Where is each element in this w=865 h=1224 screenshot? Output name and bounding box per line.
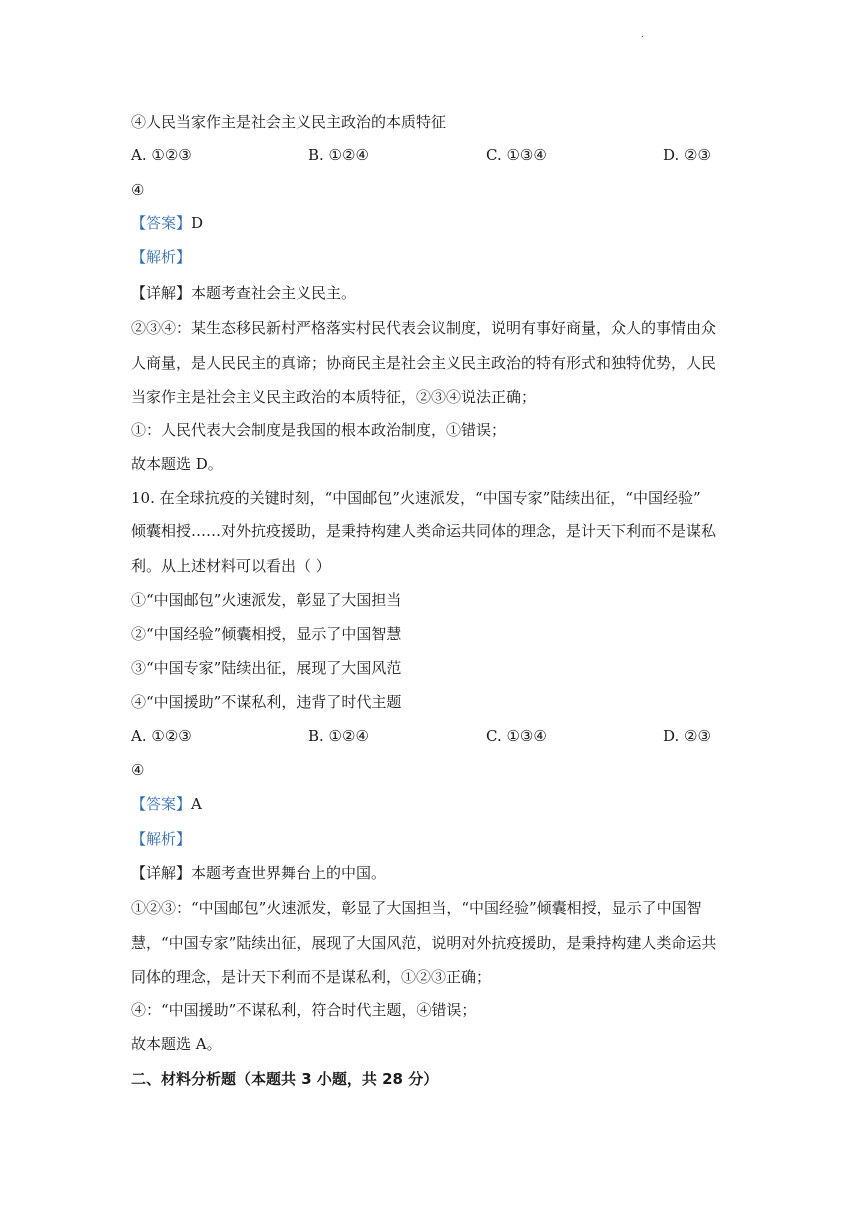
q10-option-d: D. ②③ — [663, 727, 711, 745]
q10-stem-line-3: 利。从上述材料可以看出（ ） — [131, 557, 331, 575]
q10-explanation-line-3: 同体的理念，是计天下利而不是谋私利，①②③正确； — [131, 968, 492, 986]
q9-answer-value: D — [191, 214, 204, 232]
q9-options — [131, 145, 736, 165]
q10-answer — [131, 794, 736, 814]
q10-option-c: C. ①③④ — [486, 727, 547, 745]
q10-statement-4: ④“中国援助”不谋私利，违背了时代主题 — [131, 693, 402, 711]
q9-analysis-tag: 【解析】 — [131, 248, 192, 266]
q10-statement-2: ②“中国经验”倾囊相授，显示了中国智慧 — [131, 625, 402, 643]
q10-explanation-line-1: ①②③：“中国邮包”火速派发，彰显了大国担当，“中国经验”倾囊相授，显示了中国智 — [131, 899, 702, 917]
q9-answer-tag: 【答案】 — [131, 214, 192, 232]
q10-answer-value: A — [191, 795, 202, 813]
section-2-heading: 二、材料分析题（本题共 3 小题，共 28 分） — [131, 1070, 439, 1088]
q10-analysis-tag: 【解析】 — [131, 830, 192, 848]
q10-option-d-wrap: ④ — [131, 761, 145, 779]
q10-statement-3: ③“中国专家”陆续出征，展现了大国风范 — [131, 659, 402, 677]
q10-conclusion: 故本题选 A。 — [131, 1035, 222, 1053]
q10-stem-line-1: 10. 在全球抗疫的关键时刻，“中国邮包”火速派发，“中国专家”陆续出征，“中国经验” — [131, 489, 701, 507]
q9-option-a: A. ①②③ — [131, 146, 192, 164]
q9-detail: 【详解】本题考查社会主义民主。 — [131, 284, 357, 302]
q10-explanation-line-2: 慧，“中国专家”陆续出征，展现了大国风范，说明对外抗疫援助，是秉持构建人类命运共 — [131, 934, 717, 952]
header-mark: · — [641, 32, 645, 43]
q9-explanation-line-1: ②③④：某生态移民新村严格落实村民代表会议制度，说明有事好商量，众人的事情由众 — [131, 319, 717, 337]
q9-explanation-para-2: ①：人民代表大会制度是我国的根本政治制度，①错误； — [131, 421, 507, 439]
q9-statement-4: ④人民当家作主是社会主义民主政治的本质特征 — [131, 113, 447, 131]
q9-answer — [131, 213, 736, 233]
q9-option-b: B. ①②④ — [308, 146, 369, 164]
q10-option-b: B. ①②④ — [308, 727, 369, 745]
q10-stem-line-2: 倾囊相授……对外抗疫援助，是秉持构建人类命运共同体的理念，是计天下利而不是谋私 — [131, 522, 717, 540]
q9-conclusion: 故本题选 D。 — [131, 455, 223, 473]
q9-option-d: D. ②③ — [663, 146, 711, 164]
q10-statement-1: ①“中国邮包”火速派发，彰显了大国担当 — [131, 591, 402, 609]
q9-explanation-line-3: 当家作主是社会主义民主政治的本质特征，②③④说法正确； — [131, 388, 537, 406]
q10-explanation-para-2: ④：“中国援助”不谋私利，符合时代主题，④错误； — [131, 1001, 477, 1019]
q9-option-c: C. ①③④ — [486, 146, 547, 164]
q9-option-d-wrap: ④ — [131, 181, 145, 199]
q10-options — [131, 726, 736, 746]
q10-detail: 【详解】本题考查世界舞台上的中国。 — [131, 864, 387, 882]
q10-option-a: A. ①②③ — [131, 727, 192, 745]
q9-explanation-line-2: 人商量，是人民民主的真谛；协商民主是社会主义民主政治的特有形式和独特优势，人民 — [131, 354, 717, 372]
q10-answer-tag: 【答案】 — [131, 795, 192, 813]
